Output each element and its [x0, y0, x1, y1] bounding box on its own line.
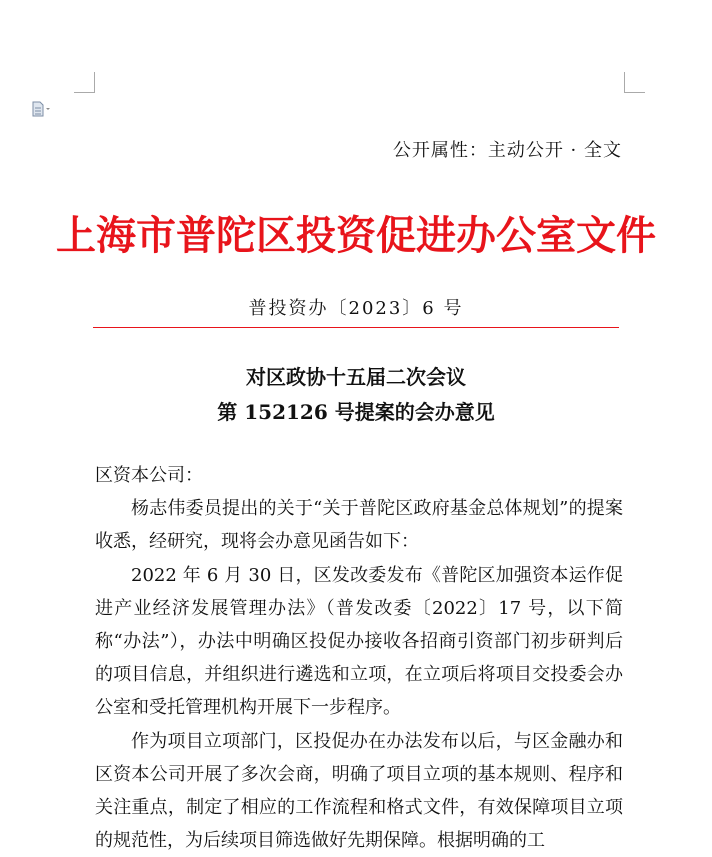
- page-corner-mark-top-right: [624, 72, 645, 93]
- document-icon[interactable]: [32, 101, 50, 117]
- body-paragraph-2: 2022 年 6 月 30 日，区发改委发布《普陀区加强资本运作促进产业经济发展管理办法》（普发改委〔2022〕17 号，以下简称“办法”），办法中明确区投促办接收各招商引资部门初步研判后的项目信息，并组织进行遴选和立项，在立项后将项目交投委会办公室和受托管理机构开展下一步程序。: [95, 564, 623, 719]
- body-paragraph-3: 作为项目立项部门，区投促办在办法发布以后，与区金融办和区资本公司开展了多次会商，明确了项目立项的基本规则、程序和关注重点，制定了相应的工作流程和格式文件，有效保障项目立项的规范性，为后续项目筛选做好先期保障。根据明确的工: [95, 730, 623, 852]
- subject-line-1: 对区政协十五届二次会议: [246, 365, 466, 389]
- document-number: 普投资办〔2023〕6 号: [248, 298, 464, 319]
- document-title: 上海市普陀区投资促进办公室文件: [56, 213, 656, 259]
- body-paragraph-1: 杨志伟委员提出的关于“关于普陀区政府基金总体规划”的提案收悉，经研究，现将会办意见函告如下：: [95, 498, 623, 553]
- red-divider-line: [93, 327, 619, 328]
- salutation: 区资本公司：: [95, 465, 203, 486]
- document-body: [95, 459, 623, 857]
- subject-line-2: 第 152126 号提案的会办意见: [217, 400, 495, 424]
- public-attribute: 公开属性：主动公开 · 全文: [392, 140, 622, 161]
- page-corner-mark-top-left: [74, 72, 95, 93]
